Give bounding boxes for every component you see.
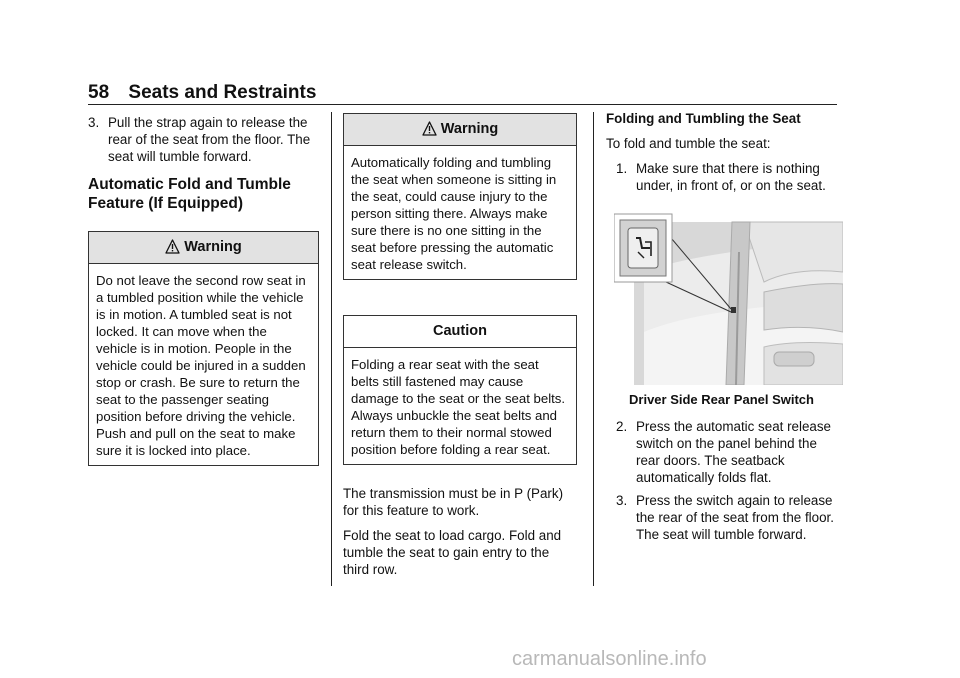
left-column [88,114,319,482]
warning-box-header [344,114,576,146]
warning-body: Automatically folding and tumbling the seat when someone is sitting in the seat, could cause injury to the person sitting there. Always make sure there is no one sitting in the seat before pressing the automatic seat release switch. [351,155,557,272]
right-column [606,110,837,549]
paragraph-fold-seat: Fold the seat to load cargo. Fold and tumble the seat to gain entry to the third row. [343,528,562,577]
paragraph-transmission: The transmission must be in P (Park) for this feature to work. [343,486,564,518]
warning-box-left [88,231,319,466]
right-step-3 [606,492,837,543]
step-number: 3. [616,493,628,508]
header-rule [88,104,837,105]
column-divider-left [331,112,332,586]
intro-text: To fold and tumble the seat: [606,136,771,151]
step-number: 1. [616,161,628,176]
step-number: 3. [88,115,100,130]
figure-caption: Driver Side Rear Panel Switch [629,392,814,407]
rear-panel-illustration [614,212,843,385]
watermark: carmanualsonline.info [512,648,707,670]
warning-box-header [89,232,318,264]
step-number: 2. [616,419,628,434]
step-text: Make sure that there is nothing under, in front of, or on the seat. [636,161,826,193]
caution-body: Folding a rear seat with the seat belts still fastened may cause damage to the seat or the seat belts. Always unbuckle the seat belts and return them to their normal stowed position before folding a rear seat. [351,357,566,457]
left-step-3 [88,114,319,165]
right-step-1 [606,160,837,194]
step-text: Press the automatic seat release switch on the panel behind the rear doors. The seatback automatically folds flat. [636,419,832,485]
warning-title: Warning [440,121,499,137]
warning-box-middle [343,113,577,280]
heading-folding-tumbling: Folding and Tumbling the Seat [606,111,801,126]
subheading-auto-fold: Automatic Fold and Tumble Feature (If Equipped) [88,176,291,212]
step-text: Pull the strap again to release the rear of the seat from the floor. The seat will tumble forward. [108,115,311,164]
caution-title: Caution [433,323,487,339]
warning-triangle-icon [422,117,437,148]
warning-title: Warning [184,239,242,255]
page-header [88,82,316,104]
caution-box-header [344,316,576,348]
column-divider-right [593,112,594,586]
warning-body: Do not leave the second row seat in a tumbled position while the vehicle is in motion. A tumbled seat is not locked. It can move when the vehicle is in motion. People in the vehicle could be injured in a sudden stop or crash. Be sure to return the seat to the passenger seating position before driving the vehicle. Push and pull on the seat to make sure it is locked into place. [96,273,306,458]
warning-triangle-icon [165,235,180,266]
section-title: Seats and Restraints [128,82,317,103]
rear-panel-switch-figure [614,212,843,385]
middle-column [343,113,577,586]
step-text: Press the switch again to release the rear of the seat from the floor. The seat will tumble forward. [636,493,834,542]
right-step-2 [606,418,837,486]
page-number: 58 [88,82,110,103]
caution-box [343,315,577,465]
